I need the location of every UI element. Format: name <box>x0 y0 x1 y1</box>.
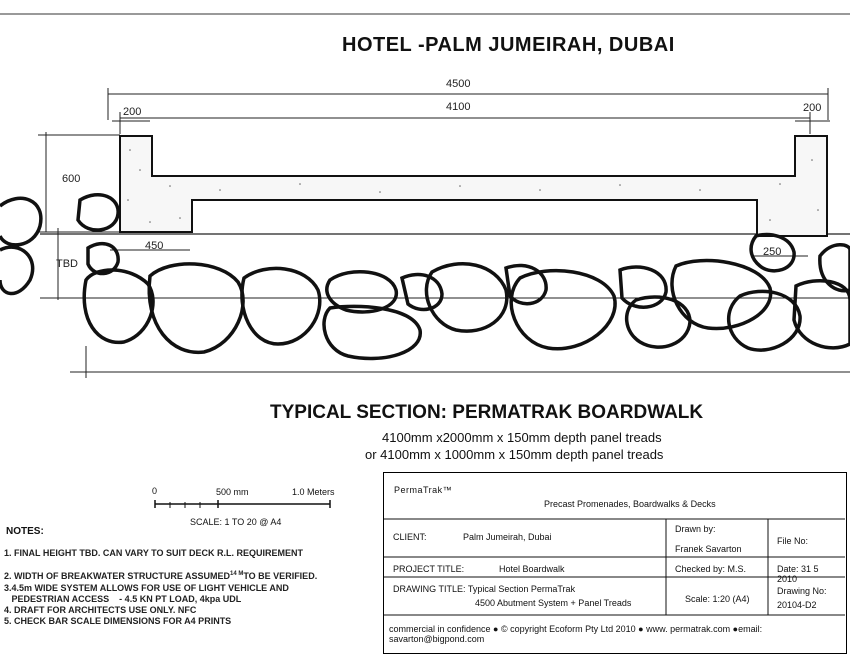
dim-tbd-label: TBD <box>56 258 78 270</box>
drawn-by-label: Drawn by: <box>675 524 716 534</box>
scale-bar-mid: 500 mm <box>216 487 249 497</box>
note-2-text: 2. WIDTH OF BREAKWATER STRUCTURE ASSUMED <box>4 571 230 581</box>
note-1: 1. FINAL HEIGHT TBD. CAN VARY TO SUIT DECK R.L. REQUIREMENT <box>4 548 304 558</box>
scale-bar-zero: 0 <box>152 486 158 496</box>
dim-right-footing-label: 250 <box>763 246 782 258</box>
project-value: Hotel Boardwalk <box>499 564 565 574</box>
brand-tagline: Precast Promenades, Boardwalks & Decks <box>544 499 716 509</box>
brand-name: PermaTrak™ <box>394 485 453 495</box>
client-label: CLIENT: <box>393 532 427 542</box>
drawing-title-1: Typical Section PermaTrak <box>467 584 576 594</box>
concrete-abutment <box>120 136 827 236</box>
dim-right-wall-label: 200 <box>803 102 822 114</box>
scale-value: Scale: 1:20 (A4) <box>685 594 750 604</box>
dim-inner-label: 4100 <box>446 101 471 113</box>
section-title: TYPICAL SECTION: PERMATRAK BOARDWALK <box>270 402 704 423</box>
note-3b: PEDESTRIAN ACCESS - 4.5 KN PT LOAD, 4kpa UDL <box>4 594 242 604</box>
drawing-title-2: 4500 Abutment System + Panel Treads <box>475 598 632 608</box>
dim-height-label: 600 <box>62 173 81 185</box>
section-line-2: or 4100mm x 1000mm x 150mm depth panel treads <box>365 447 664 462</box>
drawing-title-label: DRAWING TITLE: <box>393 584 466 594</box>
client-value: Palm Jumeirah, Dubai <box>463 532 552 542</box>
drawing-no-label: Drawing No: <box>777 586 827 596</box>
note-2-sup: 14 M <box>230 571 244 577</box>
note-4: 4. DRAFT FOR ARCHITECTS USE ONLY. NFC <box>4 605 197 615</box>
project-label: PROJECT TITLE: <box>393 564 465 574</box>
checked-by: Checked by: M.S. <box>675 564 747 574</box>
drawn-by-value: Franek Savarton <box>675 544 742 554</box>
notes-heading: NOTES: <box>6 526 44 537</box>
date: Date: 31 5 2010 <box>777 564 819 584</box>
note-5: 5. CHECK BAR SCALE DIMENSIONS FOR A4 PRINTS <box>4 616 232 626</box>
scale-bar-end: 1.0 Meters <box>292 487 335 497</box>
note-2-tail: TO BE VERIFIED. <box>243 571 318 581</box>
dim-overall-label: 4500 <box>446 78 471 90</box>
file-no-label: File No: <box>777 536 809 546</box>
scale-bar <box>150 494 340 514</box>
title-block <box>383 472 847 654</box>
note-3: 3.4.5m WIDE SYSTEM ALLOWS FOR USE OF LIGHT VEHICLE AND <box>4 583 289 593</box>
footer-text: commercial in confidence ● © copyright Ecoform Pty Ltd 2010 ● www. permatrak.com ●email: savarton@bigpond.com <box>389 624 763 644</box>
dim-left-wall-label: 200 <box>123 106 142 118</box>
drawing-title: HOTEL -PALM JUMEIRAH, DUBAI <box>342 34 675 56</box>
note-2 <box>4 571 317 581</box>
drawing-no-value: 20104-D2 <box>777 600 817 610</box>
scale-caption: SCALE: 1 TO 20 @ A4 <box>190 517 282 527</box>
dim-left-footing-label: 450 <box>145 240 164 252</box>
section-line-1: 4100mm x2000mm x 150mm depth panel treads <box>382 430 662 445</box>
